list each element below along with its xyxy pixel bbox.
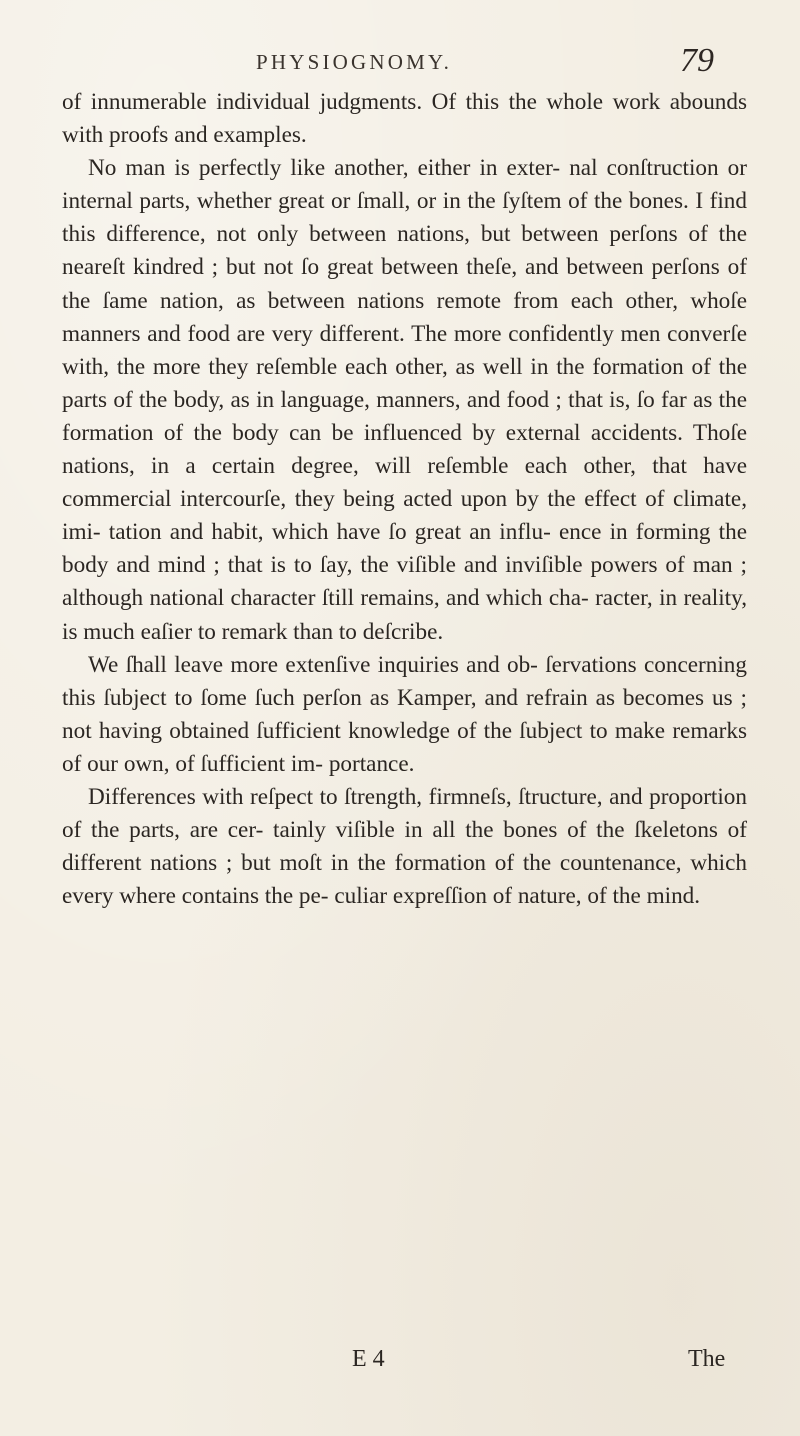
paragraph-continuation: of innumerable individual judgments. Of this the whole work abounds with proofs and examples.: [62, 89, 747, 149]
catchword: The: [688, 1346, 726, 1372]
body-text: [62, 86, 747, 913]
page-footer: [0, 1346, 800, 1386]
page-header: [0, 34, 800, 84]
page-number: 79: [680, 42, 714, 79]
paragraph-skeleton-differences: Differences with reſpect to ſtrength, firmneſs, ſtructure, and proportion of the parts, are cer- tainly viſible in all the bones of the ſkeletons of different nations ; but moſt in the formation of the countenance, which every where contains the pe- culiar expreſſion of nature, of the mind.: [62, 783, 747, 910]
paragraph-differences-between-men: No man is perfectly like another, either in exter- nal conſtruction or internal parts, whether great or ſmall, or in the ſyſtem of the bones. I find this difference, not only between nations, but between perſons of the neareſt kindred ; but not ſo great between theſe, and between perſons of the ſame nation, as between nations remote from each other, whoſe manners and food are very different. The more confidently men converſe with, the more they reſemble each other, as well in the formation of the parts of the body, as in language, manners, and food ; that is, ſo far as the formation of the body can be influenced by external accidents. Thoſe nations, in a certain degree, will reſemble each other, that have commercial intercourſe, they being acted upon by the effect of climate, imi- tation and habit, which have ſo great an influ- ence in forming the body and mind ; that is to ſay, the viſible and inviſible powers of man ; although national character ſtill remains, and which cha- racter, in reality, is much eaſier to remark than to deſcribe.: [62, 155, 747, 645]
signature-mark: E 4: [352, 1346, 385, 1372]
paragraph-further-inquiries: We ſhall leave more extenſive inquiries and ob- ſervations concerning this ſubject to ſome ſuch perſon as Kamper, and refrain as becomes us ; not having obtained ſufficient knowledge of the ſubject to make remarks of our own, of ſufficient im- portance.: [62, 651, 747, 777]
running-head: PHYSIOGNOMY.: [256, 50, 453, 74]
